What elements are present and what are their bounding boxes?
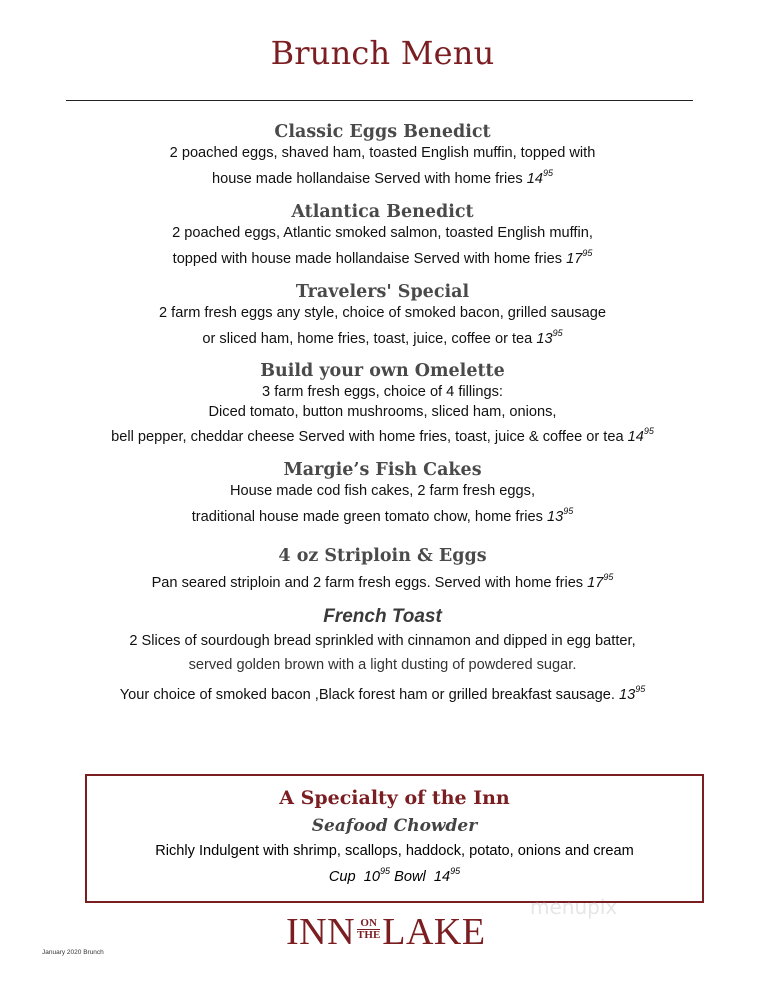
item-description-line: topped with house made hollandaise Served with home fries $17^{95}$: [172, 247, 593, 267]
specialty-subtitle: Seafood Chowder: [311, 816, 478, 836]
item-name: Classic Eggs Benedict: [274, 122, 491, 142]
footnote: January 2020 Brunch: [42, 949, 104, 956]
item-name: French Toast: [323, 606, 442, 627]
item-description-line: House made cod fish cakes, 2 farm fresh eggs,: [230, 483, 535, 499]
item-description-line: 2 farm fresh eggs any style, choice of smoked bacon, grilled sausage: [159, 305, 606, 321]
watermark: menupix: [530, 895, 618, 919]
item-description-line: or sliced ham, home fries, toast, juice, coffee or tea $13^{95}$: [202, 327, 563, 347]
menu-item-classic-eggs-benedict: [0, 120, 765, 189]
specialty-description: Richly Indulgent with shrimp, scallops, haddock, potato, onions and cream: [155, 843, 634, 859]
menu-item-build-your-own-omelette: [0, 359, 765, 448]
item-name: 4 oz Striploin & Eggs: [278, 546, 487, 566]
item-description-line: 2 poached eggs, shaved ham, toasted English muffin, topped with: [169, 145, 596, 161]
specialty-prices: [87, 861, 702, 887]
bowl-label: Bowl: [394, 869, 426, 885]
item-name: Margie’s Fish Cakes: [283, 460, 482, 480]
item-description-line: house made hollandaise Served with home fries $14^{95}$: [211, 167, 553, 187]
bowl-price: $14^{95}$: [433, 866, 461, 885]
menu-item-striploin-and-eggs: [0, 544, 765, 594]
item-description-line: Your choice of smoked bacon ,Black forest ham or grilled breakfast sausage. $13^{95}$: [119, 684, 646, 703]
menu-item-margies-fish-cakes: [0, 458, 765, 527]
item-price: $13^{95}$: [618, 684, 646, 703]
item-description-line: Pan seared striploin and 2 farm fresh eggs. Served with home fries $17^{95}$: [151, 572, 614, 591]
item-price: $14^{95}$: [627, 426, 654, 445]
item-description-line: Diced tomato, button mushrooms, sliced ham, onions,: [208, 403, 557, 420]
title-divider: [66, 100, 693, 101]
inn-on-the-lake-logo: INN ON THE LAKE: [286, 911, 486, 953]
menu-item-travelers-special: [0, 280, 765, 349]
menu-item-french-toast: [0, 605, 765, 707]
item-description-line: bell pepper, cheddar cheese Served with home fries, toast, juice & coffee or tea $14^{95}$: [111, 426, 654, 445]
cup-price: $10^{95}$: [363, 866, 391, 885]
item-description-line: 2 Slices of sourdough bread sprinkled with cinnamon and dipped in egg batter,: [129, 633, 636, 649]
item-description-line: served golden brown with a light dusting of powdered sugar.: [188, 657, 577, 673]
item-name: Travelers' Special: [295, 282, 470, 302]
item-price: $17^{95}$: [587, 572, 614, 591]
page-title: Brunch Menu: [270, 34, 495, 72]
item-description-line: traditional house made green tomato chow, home fries $13^{95}$: [191, 505, 574, 525]
item-description-line: 3 farm fresh eggs, choice of 4 fillings:: [262, 384, 503, 400]
item-name: Build your own Omelette: [260, 361, 505, 381]
item-description-line: 2 poached eggs, Atlantic smoked salmon, toasted English muffin,: [172, 225, 593, 241]
item-price: $17^{95}$: [566, 247, 593, 267]
item-price: $13^{95}$: [536, 327, 563, 347]
item-price: $13^{95}$: [547, 505, 574, 525]
item-name: Atlantica Benedict: [291, 202, 474, 222]
menu-item-atlantica-benedict: [0, 200, 765, 269]
specialty-box: [85, 774, 704, 903]
item-price: $14^{95}$: [526, 167, 553, 187]
cup-label: Cup: [328, 869, 356, 885]
specialty-title: A Specialty of the Inn: [279, 787, 510, 809]
